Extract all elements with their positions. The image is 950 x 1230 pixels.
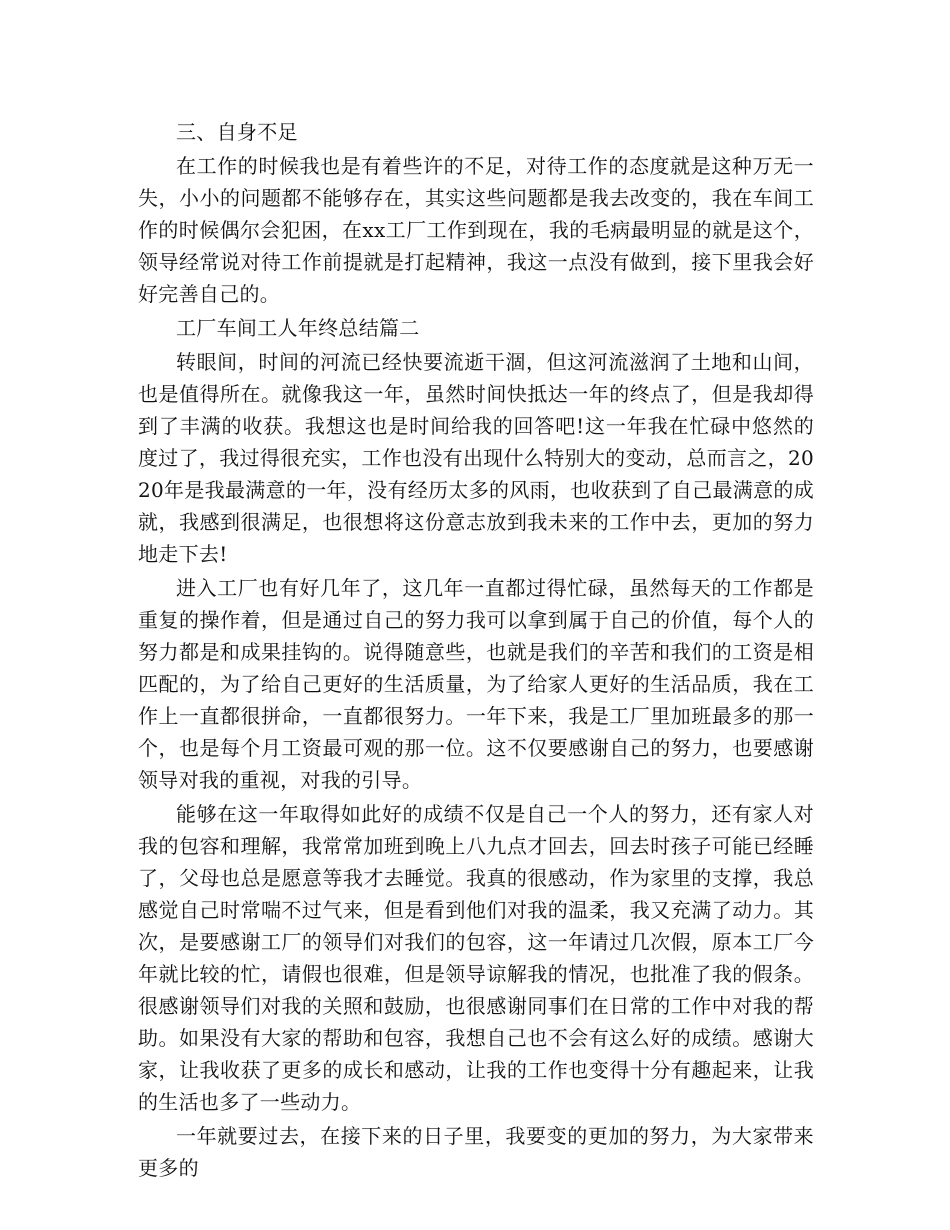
paragraph-shortcomings: 在工作的时候我也是有着些许的不足，对待工作的态度就是这种万无一失，小小的问题都不能够存在，其实这些问题都是我去改变的，我在车间工作的时候偶尔会犯困，在xx工厂工作到现在，我的毛病最明显的就是这个，领导经常说对待工作前提就是打起精神，我这一点没有做到，接下里我会好好完善自己的。 [138, 154, 814, 306]
paragraph-future: 一年就要过去，在接下来的日子里，我要变的更加的努力，为大家带来更多的 [138, 1124, 814, 1180]
paragraph-work: 进入工厂也有好几年了，这几年一直都过得忙碌，虽然每天的工作都是重复的操作着，但是通过自己的努力我可以拿到属于自己的价值，每个人的努力都是和成果挂钩的。说得随意些，也就是我们的辛苦和我们的工资是相匹配的，为了给自己更好的生活质量，为了给家人更好的生活品质，我在工作上一直都很拼命，一直都很努力。一年下来，我是工厂里加班最多的那一个，也是每个月工资最可观的那一位。这不仅要感谢自己的努力，也要感谢领导对我的重视，对我的引导。 [138, 576, 814, 792]
paragraph-thanks: 能够在这一年取得如此好的成绩不仅是自己一个人的努力，还有家人对我的包容和理解，我常常加班到晚上八九点才回去，回去时孩子可能已经睡了，父母也总是愿意等我才去睡觉。我真的很感动，作为家里的支撑，我总感觉自己时常喘不过气来，但是看到他们对我的温柔，我又充满了动力。其次，是要感谢工厂的领导们对我们的包容，这一年请过几次假，原本工厂今年就比较的忙，请假也很难，但是领导谅解我的情况，也批准了我的假条。很感谢领导们对我的关照和鼓励，也很感谢同事们在日常的工作中对我的帮助。如果没有大家的帮助和包容，我想自己也不会有这么好的成绩。感谢大家，让我收获了更多的成长和感动，让我的工作也变得十分有趣起来，让我的生活也多了一些动力。 [138, 802, 814, 1114]
paragraph-intro: 转眼间，时间的河流已经快要流逝干涸，但这河流滋润了土地和山间，也是值得所在。就像我这一年，虽然时间快抵达一年的终点了，但是我却得到了丰满的收获。我想这也是时间给我的回答吧!这一年我在忙碌中悠然的度过了，我过得很充实，工作也没有出现什么特别大的变动，总而言之，2020年是我最满意的一年，没有经历太多的风雨，也收获到了自己最满意的成就，我感到很满足，也很想将这份意志放到我未来的工作中去，更加的努力地走下去! [138, 350, 814, 566]
section-heading: 三、自身不足 [176, 120, 298, 144]
document-body [138, 116, 814, 1186]
article-title: 工厂车间工人年终总结篇二 [176, 316, 420, 340]
